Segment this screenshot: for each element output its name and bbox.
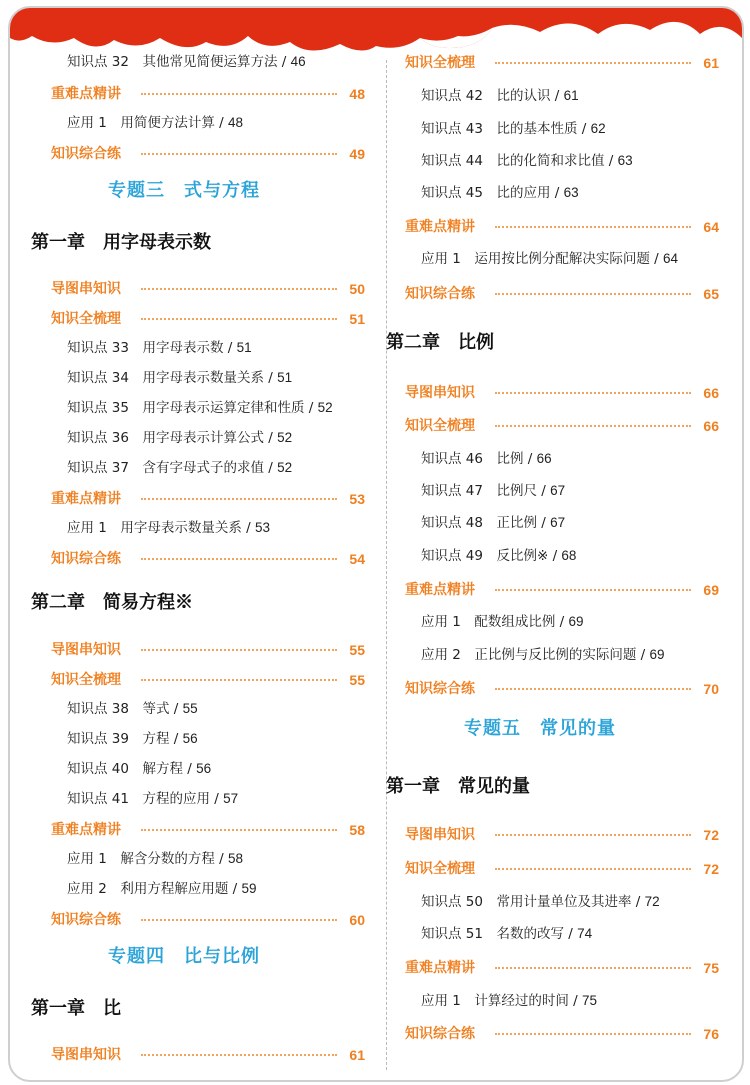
section-zonghelian[interactable] (51, 907, 365, 933)
toc-entry[interactable] (67, 756, 211, 782)
section-zhongnandian[interactable] (405, 955, 719, 981)
section-zonghelian[interactable] (405, 281, 719, 307)
section-label: 知识全梳理 (51, 311, 121, 327)
entry-page: 72 (644, 894, 660, 909)
section-page: 72 (703, 827, 719, 843)
section-label: 重难点精讲 (51, 86, 121, 102)
section-label: 知识综合练 (405, 286, 475, 302)
section-zhongnandian[interactable] (51, 817, 365, 843)
section-zonghelian[interactable] (51, 141, 365, 167)
toc-entry[interactable] (67, 786, 238, 812)
toc-entry[interactable] (67, 365, 292, 391)
entry-title: 知识点 44 比的化简和求比值 / (421, 153, 618, 169)
entry-page: 52 (277, 460, 293, 475)
section-page: 55 (349, 642, 365, 658)
section-zhongnandian[interactable] (405, 577, 719, 603)
leader-dots (495, 409, 691, 427)
section-daotu[interactable] (51, 637, 365, 663)
toc-entry[interactable] (67, 335, 252, 361)
toc-entry[interactable] (67, 696, 198, 722)
entry-page: 67 (550, 483, 566, 498)
entry-title: 知识点 38 等式 / (67, 701, 183, 717)
entry-title: 应用 1 用简便方法计算 / (67, 115, 229, 131)
section-page: 61 (703, 55, 719, 71)
entry-title: 知识点 34 用字母表示数量关系 / (67, 370, 278, 386)
toc-entry[interactable] (67, 846, 243, 872)
chapter-heading[interactable]: 第一章 比 (31, 998, 121, 1019)
entry-title: 知识点 43 比的基本性质 / (421, 121, 591, 137)
toc-entry[interactable] (421, 642, 665, 668)
leader-dots (495, 376, 691, 394)
section-label: 导图串知识 (405, 827, 475, 843)
leader-dots (141, 137, 337, 155)
section-label: 知识综合练 (405, 681, 475, 697)
section-label: 导图串知识 (51, 281, 121, 297)
section-zonghelian[interactable] (51, 546, 365, 572)
entry-title: 知识点 35 用字母表示运算定律和性质 / (67, 400, 318, 416)
section-label: 重难点精讲 (51, 491, 121, 507)
entry-title: 知识点 33 用字母表示数 / (67, 340, 237, 356)
leader-dots (141, 482, 337, 500)
entry-page: 51 (277, 370, 293, 385)
entry-title: 知识点 41 方程的应用 / (67, 791, 224, 807)
section-page: 48 (349, 86, 365, 102)
section-label: 知识综合练 (51, 912, 121, 928)
entry-page: 69 (649, 647, 665, 662)
section-page: 70 (703, 681, 719, 697)
toc-entry[interactable] (67, 455, 292, 481)
entry-title: 知识点 40 解方程 / (67, 761, 197, 777)
section-zhongnandian[interactable] (51, 81, 365, 107)
section-shuli[interactable] (51, 667, 365, 693)
entry-page: 74 (577, 926, 593, 941)
leader-dots (495, 210, 691, 228)
leader-dots (495, 277, 691, 295)
section-label: 导图串知识 (405, 385, 475, 401)
section-shuli[interactable] (405, 856, 719, 882)
leader-dots (141, 1038, 337, 1056)
section-page: 66 (703, 418, 719, 434)
entry-title: 应用 1 解含分数的方程 / (67, 851, 229, 867)
toc-entry[interactable] (67, 110, 243, 136)
entry-page: 62 (590, 121, 606, 136)
section-label: 导图串知识 (51, 1047, 121, 1063)
section-label: 知识全梳理 (405, 861, 475, 877)
entry-page: 63 (563, 185, 579, 200)
leader-dots (141, 542, 337, 560)
toc-entry[interactable] (421, 180, 579, 206)
entry-page: 46 (290, 54, 306, 69)
toc-entry[interactable] (67, 49, 306, 75)
section-page: 53 (349, 491, 365, 507)
entry-page: 64 (663, 251, 679, 266)
section-page: 51 (349, 311, 365, 327)
entry-page: 51 (236, 340, 252, 355)
entry-title: 知识点 48 正比例 / (421, 515, 551, 531)
leader-dots (495, 46, 691, 64)
section-daotu[interactable] (51, 276, 365, 302)
entry-page: 75 (582, 993, 598, 1008)
entry-page: 52 (277, 430, 293, 445)
section-zhongnandian[interactable] (405, 214, 719, 240)
section-label: 重难点精讲 (405, 960, 475, 976)
section-page: 55 (349, 672, 365, 688)
toc-entry[interactable] (67, 395, 333, 421)
section-daotu[interactable] (405, 822, 719, 848)
entry-title: 应用 1 用字母表示数量关系 / (67, 520, 256, 536)
toc-entry[interactable] (67, 726, 198, 752)
section-page: 75 (703, 960, 719, 976)
toc-entry[interactable] (421, 148, 633, 174)
section-zonghelian[interactable] (405, 1021, 719, 1047)
section-page: 54 (349, 551, 365, 567)
entry-title: 知识点 42 比的认识 / (421, 88, 564, 104)
entry-title: 知识点 32 其他常见简便运算方法 / (67, 54, 291, 70)
entry-page: 52 (317, 400, 333, 415)
entry-title: 知识点 45 比的应用 / (421, 185, 564, 201)
leader-dots (495, 1017, 691, 1035)
toc-entry[interactable] (421, 510, 565, 536)
toc-entry[interactable] (421, 609, 584, 635)
toc-entry[interactable] (67, 876, 257, 902)
section-shuli[interactable] (405, 50, 719, 76)
entry-title: 知识点 50 常用计量单位及其进率 / (421, 894, 645, 910)
toc-entry[interactable] (421, 478, 565, 504)
entry-title: 应用 1 配数组成比例 / (421, 614, 569, 630)
entry-page: 57 (223, 791, 239, 806)
toc-entry[interactable] (421, 543, 576, 569)
section-label: 知识全梳理 (405, 418, 475, 434)
entry-title: 知识点 49 反比例※ / (421, 548, 562, 564)
section-label: 知识综合练 (51, 551, 121, 567)
toc-entry[interactable] (421, 446, 552, 472)
section-zonghelian[interactable] (405, 676, 719, 702)
leader-dots (141, 302, 337, 320)
topic-heading[interactable]: 专题三 式与方程 (108, 180, 260, 201)
entry-title: 应用 2 利用方程解应用题 / (67, 881, 242, 897)
toc-entry[interactable] (421, 921, 592, 947)
section-label: 知识综合练 (405, 1026, 475, 1042)
section-label: 导图串知识 (51, 642, 121, 658)
leader-dots (495, 573, 691, 591)
entry-page: 59 (241, 881, 257, 896)
toc-entry[interactable] (67, 425, 292, 451)
section-page: 65 (703, 286, 719, 302)
entry-page: 56 (182, 731, 198, 746)
leader-dots (141, 77, 337, 95)
toc-entry[interactable] (67, 515, 270, 541)
topic-heading[interactable]: 专题五 常见的量 (464, 718, 616, 739)
section-page: 49 (349, 146, 365, 162)
leader-dots (141, 633, 337, 651)
section-zhongnandian[interactable] (51, 486, 365, 512)
section-page: 58 (349, 822, 365, 838)
entry-page: 63 (617, 153, 633, 168)
entry-page: 48 (228, 115, 244, 130)
entry-page: 68 (561, 548, 577, 563)
leader-dots (141, 903, 337, 921)
section-page: 64 (703, 219, 719, 235)
entry-title: 知识点 39 方程 / (67, 731, 183, 747)
entry-page: 66 (536, 451, 552, 466)
entry-title: 应用 1 计算经过的时间 / (421, 993, 583, 1009)
toc-entry[interactable] (421, 116, 606, 142)
entry-title: 知识点 47 比例尺 / (421, 483, 551, 499)
toc-entry[interactable] (421, 83, 579, 109)
toc-entry[interactable] (421, 988, 597, 1014)
column-divider (386, 60, 387, 1070)
leader-dots (495, 852, 691, 870)
entry-title: 知识点 36 用字母表示计算公式 / (67, 430, 278, 446)
section-daotu[interactable] (405, 380, 719, 406)
leader-dots (495, 818, 691, 836)
chapter-heading[interactable]: 第二章 简易方程※ (31, 592, 193, 613)
section-label: 知识全梳理 (51, 672, 121, 688)
entry-title: 应用 2 正比例与反比例的实际问题 / (421, 647, 650, 663)
entry-page: 56 (196, 761, 212, 776)
section-label: 知识综合练 (51, 146, 121, 162)
section-shuli[interactable] (51, 306, 365, 332)
toc-entry[interactable] (421, 246, 678, 272)
toc-entry[interactable] (421, 889, 660, 915)
section-page: 66 (703, 385, 719, 401)
entry-page: 58 (228, 851, 244, 866)
entry-title: 知识点 46 比例 / (421, 451, 537, 467)
chapter-heading[interactable]: 第一章 用字母表示数 (31, 232, 211, 253)
section-label: 知识全梳理 (405, 55, 475, 71)
entry-title: 应用 1 运用按比例分配解决实际问题 / (421, 251, 664, 267)
leader-dots (141, 272, 337, 290)
section-label: 重难点精讲 (405, 582, 475, 598)
leader-dots (495, 672, 691, 690)
topic-heading[interactable]: 专题四 比与比例 (108, 946, 260, 967)
entry-page: 67 (550, 515, 566, 530)
leader-dots (141, 663, 337, 681)
entry-title: 知识点 51 名数的改写 / (421, 926, 578, 942)
section-label: 重难点精讲 (51, 822, 121, 838)
section-page: 69 (703, 582, 719, 598)
section-page: 50 (349, 281, 365, 297)
section-page: 61 (349, 1047, 365, 1063)
entry-page: 53 (255, 520, 271, 535)
leader-dots (495, 951, 691, 969)
section-page: 76 (703, 1026, 719, 1042)
section-shuli[interactable] (405, 413, 719, 439)
chapter-heading[interactable]: 第二章 比例 (386, 332, 494, 353)
entry-page: 61 (563, 88, 579, 103)
leader-dots (141, 813, 337, 831)
entry-page: 69 (568, 614, 584, 629)
section-label: 重难点精讲 (405, 219, 475, 235)
section-daotu[interactable] (51, 1042, 365, 1068)
entry-title: 知识点 37 含有字母式子的求值 / (67, 460, 278, 476)
entry-page: 55 (182, 701, 198, 716)
chapter-heading[interactable]: 第一章 常见的量 (386, 776, 530, 797)
section-page: 72 (703, 861, 719, 877)
section-page: 60 (349, 912, 365, 928)
